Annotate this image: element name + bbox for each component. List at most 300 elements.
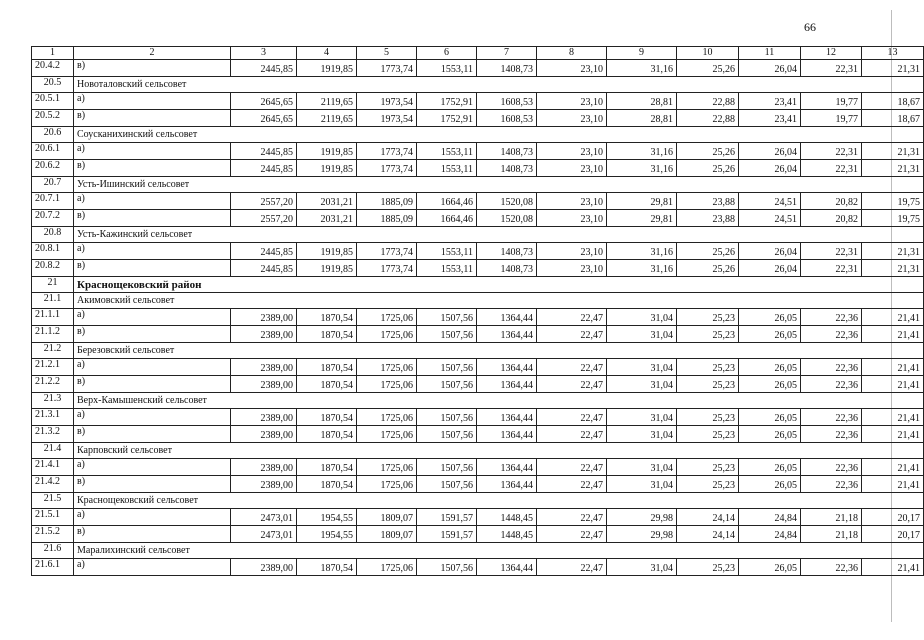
row-code: 21.5.1: [32, 509, 74, 526]
row-label: а): [74, 143, 231, 160]
row-label: в): [74, 210, 231, 227]
value-cell: 1507,56: [417, 359, 477, 376]
value-cell: 2389,00: [231, 559, 297, 576]
value-cell: 23,88: [677, 210, 739, 227]
value-cell: 2119,65: [297, 110, 357, 127]
value-cell: 29,81: [607, 193, 677, 210]
table-body: [32, 47, 924, 576]
section-code: 21: [32, 277, 74, 293]
section-row: [32, 443, 924, 459]
value-cell: 2445,85: [231, 260, 297, 277]
value-cell: 1870,54: [297, 326, 357, 343]
value-cell: 28,81: [607, 93, 677, 110]
value-cell: 21,41: [862, 409, 924, 426]
value-cell: 1364,44: [477, 559, 537, 576]
section-name: Маралихинский сельсовет: [74, 543, 924, 559]
value-cell: 31,16: [607, 260, 677, 277]
row-label: в): [74, 60, 231, 77]
value-cell: 22,36: [801, 309, 862, 326]
value-cell: 31,04: [607, 309, 677, 326]
row-code: 21.2.1: [32, 359, 74, 376]
value-cell: 2389,00: [231, 309, 297, 326]
value-cell: 19,75: [862, 193, 924, 210]
row-code: 20.4.2: [32, 60, 74, 77]
row-label: а): [74, 559, 231, 576]
row-label: а): [74, 359, 231, 376]
value-cell: 31,04: [607, 459, 677, 476]
header-cell: 1: [32, 47, 74, 60]
value-cell: 1870,54: [297, 559, 357, 576]
table-row: [32, 110, 924, 127]
value-cell: 1809,07: [357, 526, 417, 543]
value-cell: 26,04: [739, 60, 801, 77]
value-cell: 20,17: [862, 526, 924, 543]
value-cell: 22,36: [801, 326, 862, 343]
value-cell: 1973,54: [357, 110, 417, 127]
value-cell: 23,10: [537, 210, 607, 227]
value-cell: 1752,91: [417, 93, 477, 110]
header-cell: 12: [801, 47, 862, 60]
value-cell: 1553,11: [417, 60, 477, 77]
value-cell: 23,41: [739, 93, 801, 110]
section-code: 21.5: [32, 493, 74, 509]
value-cell: 1507,56: [417, 326, 477, 343]
value-cell: 25,26: [677, 160, 739, 177]
value-cell: 18,67: [862, 110, 924, 127]
value-cell: 1809,07: [357, 509, 417, 526]
district-row: [32, 277, 924, 293]
value-cell: 26,05: [739, 559, 801, 576]
value-cell: 22,36: [801, 376, 862, 393]
value-cell: 1885,09: [357, 210, 417, 227]
table-row: [32, 509, 924, 526]
value-cell: 22,36: [801, 459, 862, 476]
value-cell: 21,31: [862, 243, 924, 260]
section-code: 20.5: [32, 77, 74, 93]
value-cell: 24,14: [677, 526, 739, 543]
header-cell: 11: [739, 47, 801, 60]
value-cell: 1408,73: [477, 260, 537, 277]
value-cell: 24,84: [739, 526, 801, 543]
value-cell: 21,41: [862, 376, 924, 393]
value-cell: 25,26: [677, 243, 739, 260]
value-cell: 25,23: [677, 309, 739, 326]
table-row: [32, 210, 924, 227]
section-code: 20.8: [32, 227, 74, 243]
value-cell: 1364,44: [477, 476, 537, 493]
value-cell: 22,47: [537, 476, 607, 493]
table-row: [32, 93, 924, 110]
value-cell: 1408,73: [477, 243, 537, 260]
value-cell: 22,31: [801, 160, 862, 177]
value-cell: 25,23: [677, 326, 739, 343]
value-cell: 22,47: [537, 309, 607, 326]
section-row: [32, 343, 924, 359]
row-code: 21.6.1: [32, 559, 74, 576]
section-row: [32, 227, 924, 243]
value-cell: 21,41: [862, 476, 924, 493]
value-cell: 1553,11: [417, 243, 477, 260]
value-cell: 25,23: [677, 476, 739, 493]
value-cell: 1608,53: [477, 110, 537, 127]
row-code: 21.5.2: [32, 526, 74, 543]
value-cell: 21,18: [801, 509, 862, 526]
value-cell: 1364,44: [477, 309, 537, 326]
value-cell: 19,75: [862, 210, 924, 227]
value-cell: 23,10: [537, 93, 607, 110]
value-cell: 2119,65: [297, 93, 357, 110]
value-cell: 23,10: [537, 160, 607, 177]
section-name: Карповский сельсовет: [74, 443, 924, 459]
value-cell: 26,05: [739, 476, 801, 493]
value-cell: 18,67: [862, 93, 924, 110]
value-cell: 1773,74: [357, 60, 417, 77]
value-cell: 21,41: [862, 426, 924, 443]
value-cell: 1919,85: [297, 243, 357, 260]
table-row: [32, 376, 924, 393]
row-code: 21.2.2: [32, 376, 74, 393]
value-cell: 1591,57: [417, 526, 477, 543]
value-cell: 19,77: [801, 93, 862, 110]
district-name: Краснощековский район: [74, 277, 924, 293]
value-cell: 24,51: [739, 210, 801, 227]
row-code: 20.5.1: [32, 93, 74, 110]
value-cell: 2445,85: [231, 60, 297, 77]
value-cell: 1408,73: [477, 143, 537, 160]
value-cell: 2473,01: [231, 526, 297, 543]
value-cell: 22,47: [537, 526, 607, 543]
value-cell: 22,36: [801, 426, 862, 443]
value-cell: 21,18: [801, 526, 862, 543]
section-row: [32, 77, 924, 93]
value-cell: 23,10: [537, 143, 607, 160]
value-cell: 1725,06: [357, 459, 417, 476]
value-cell: 25,26: [677, 260, 739, 277]
value-cell: 1507,56: [417, 459, 477, 476]
value-cell: 1919,85: [297, 160, 357, 177]
table-row: [32, 476, 924, 493]
value-cell: 22,47: [537, 376, 607, 393]
value-cell: 23,10: [537, 60, 607, 77]
value-cell: 1364,44: [477, 326, 537, 343]
table-header-row: [32, 47, 924, 60]
value-cell: 1752,91: [417, 110, 477, 127]
value-cell: 23,88: [677, 193, 739, 210]
value-cell: 2389,00: [231, 409, 297, 426]
value-cell: 21,41: [862, 326, 924, 343]
value-cell: 25,23: [677, 559, 739, 576]
value-cell: 22,47: [537, 509, 607, 526]
value-cell: 1448,45: [477, 509, 537, 526]
table-row: [32, 326, 924, 343]
value-cell: 21,31: [862, 160, 924, 177]
row-label: в): [74, 526, 231, 543]
table-row: [32, 193, 924, 210]
header-cell: 5: [357, 47, 417, 60]
section-name: Акимовский сельсовет: [74, 293, 924, 309]
header-cell: 13: [862, 47, 924, 60]
value-cell: 2645,65: [231, 93, 297, 110]
value-cell: 1773,74: [357, 143, 417, 160]
value-cell: 21,41: [862, 309, 924, 326]
value-cell: 1408,73: [477, 60, 537, 77]
value-cell: 2445,85: [231, 160, 297, 177]
value-cell: 22,47: [537, 459, 607, 476]
value-cell: 2389,00: [231, 459, 297, 476]
row-label: в): [74, 376, 231, 393]
header-cell: 10: [677, 47, 739, 60]
value-cell: 2389,00: [231, 359, 297, 376]
value-cell: 1553,11: [417, 143, 477, 160]
table-row: [32, 260, 924, 277]
value-cell: 1507,56: [417, 409, 477, 426]
row-label: а): [74, 193, 231, 210]
value-cell: 28,81: [607, 110, 677, 127]
section-name: Соусканихинский сельсовет: [74, 127, 924, 143]
section-code: 21.3: [32, 393, 74, 409]
value-cell: 1608,53: [477, 93, 537, 110]
value-cell: 1725,06: [357, 476, 417, 493]
section-name: Усть-Кажинский сельсовет: [74, 227, 924, 243]
value-cell: 21,41: [862, 459, 924, 476]
value-cell: 24,84: [739, 509, 801, 526]
value-cell: 26,05: [739, 376, 801, 393]
table-row: [32, 243, 924, 260]
value-cell: 1725,06: [357, 309, 417, 326]
value-cell: 29,81: [607, 210, 677, 227]
value-cell: 25,23: [677, 376, 739, 393]
value-cell: 1973,54: [357, 93, 417, 110]
value-cell: 22,36: [801, 476, 862, 493]
value-cell: 1507,56: [417, 309, 477, 326]
section-code: 21.6: [32, 543, 74, 559]
value-cell: 1954,55: [297, 526, 357, 543]
tariff-table: [31, 46, 924, 576]
value-cell: 2389,00: [231, 376, 297, 393]
table-row: [32, 409, 924, 426]
section-row: [32, 293, 924, 309]
value-cell: 22,88: [677, 110, 739, 127]
table-row: [32, 526, 924, 543]
value-cell: 1364,44: [477, 409, 537, 426]
value-cell: 2557,20: [231, 210, 297, 227]
value-cell: 1364,44: [477, 426, 537, 443]
value-cell: 2445,85: [231, 143, 297, 160]
value-cell: 26,05: [739, 426, 801, 443]
row-code: 21.4.2: [32, 476, 74, 493]
value-cell: 2031,21: [297, 210, 357, 227]
value-cell: 2473,01: [231, 509, 297, 526]
value-cell: 1870,54: [297, 426, 357, 443]
section-name: Березовский сельсовет: [74, 343, 924, 359]
value-cell: 1507,56: [417, 426, 477, 443]
value-cell: 26,05: [739, 359, 801, 376]
row-code: 20.5.2: [32, 110, 74, 127]
value-cell: 25,26: [677, 60, 739, 77]
row-code: 21.1.1: [32, 309, 74, 326]
value-cell: 31,16: [607, 160, 677, 177]
value-cell: 1885,09: [357, 193, 417, 210]
row-label: а): [74, 93, 231, 110]
value-cell: 1919,85: [297, 60, 357, 77]
value-cell: 26,05: [739, 459, 801, 476]
section-name: Усть-Ишинский сельсовет: [74, 177, 924, 193]
section-code: 20.6: [32, 127, 74, 143]
value-cell: 1408,73: [477, 160, 537, 177]
value-cell: 22,47: [537, 409, 607, 426]
row-code: 20.8.1: [32, 243, 74, 260]
value-cell: 1870,54: [297, 309, 357, 326]
section-row: [32, 177, 924, 193]
value-cell: 1507,56: [417, 559, 477, 576]
value-cell: 26,05: [739, 309, 801, 326]
value-cell: 22,31: [801, 260, 862, 277]
row-label: в): [74, 476, 231, 493]
value-cell: 25,23: [677, 409, 739, 426]
value-cell: 22,36: [801, 409, 862, 426]
value-cell: 29,98: [607, 509, 677, 526]
section-code: 21.1: [32, 293, 74, 309]
value-cell: 20,82: [801, 193, 862, 210]
row-code: 20.6.1: [32, 143, 74, 160]
value-cell: 1919,85: [297, 260, 357, 277]
header-cell: 4: [297, 47, 357, 60]
row-label: в): [74, 260, 231, 277]
value-cell: 1448,45: [477, 526, 537, 543]
header-cell: 2: [74, 47, 231, 60]
value-cell: 23,41: [739, 110, 801, 127]
row-code: 20.7.1: [32, 193, 74, 210]
table-row: [32, 160, 924, 177]
value-cell: 1954,55: [297, 509, 357, 526]
value-cell: 1364,44: [477, 376, 537, 393]
value-cell: 22,47: [537, 426, 607, 443]
value-cell: 24,14: [677, 509, 739, 526]
value-cell: 1664,46: [417, 193, 477, 210]
table-row: [32, 426, 924, 443]
value-cell: 22,31: [801, 143, 862, 160]
row-code: 21.1.2: [32, 326, 74, 343]
value-cell: 2389,00: [231, 476, 297, 493]
value-cell: 1520,08: [477, 210, 537, 227]
section-row: [32, 493, 924, 509]
value-cell: 19,77: [801, 110, 862, 127]
value-cell: 21,41: [862, 559, 924, 576]
value-cell: 23,10: [537, 243, 607, 260]
value-cell: 22,36: [801, 359, 862, 376]
row-code: 20.7.2: [32, 210, 74, 227]
section-row: [32, 127, 924, 143]
table-row: [32, 309, 924, 326]
value-cell: 25,26: [677, 143, 739, 160]
section-row: [32, 543, 924, 559]
value-cell: 2389,00: [231, 326, 297, 343]
value-cell: 2557,20: [231, 193, 297, 210]
value-cell: 1773,74: [357, 243, 417, 260]
value-cell: 1725,06: [357, 326, 417, 343]
section-code: 21.2: [32, 343, 74, 359]
section-name: Верх-Камышенский сельсовет: [74, 393, 924, 409]
value-cell: 31,04: [607, 326, 677, 343]
value-cell: 1725,06: [357, 376, 417, 393]
value-cell: 21,41: [862, 359, 924, 376]
row-label: в): [74, 110, 231, 127]
header-cell: 3: [231, 47, 297, 60]
value-cell: 1773,74: [357, 160, 417, 177]
table-row: [32, 60, 924, 77]
value-cell: 26,05: [739, 409, 801, 426]
value-cell: 1870,54: [297, 376, 357, 393]
value-cell: 22,47: [537, 559, 607, 576]
value-cell: 1725,06: [357, 359, 417, 376]
value-cell: 22,31: [801, 60, 862, 77]
value-cell: 25,23: [677, 459, 739, 476]
row-code: 21.3.2: [32, 426, 74, 443]
value-cell: 1725,06: [357, 559, 417, 576]
row-label: а): [74, 243, 231, 260]
value-cell: 1364,44: [477, 359, 537, 376]
value-cell: 22,36: [801, 559, 862, 576]
value-cell: 31,16: [607, 143, 677, 160]
value-cell: 20,82: [801, 210, 862, 227]
value-cell: 1553,11: [417, 260, 477, 277]
value-cell: 26,04: [739, 160, 801, 177]
value-cell: 1870,54: [297, 409, 357, 426]
value-cell: 2645,65: [231, 110, 297, 127]
value-cell: 1773,74: [357, 260, 417, 277]
value-cell: 1870,54: [297, 459, 357, 476]
value-cell: 1725,06: [357, 426, 417, 443]
value-cell: 31,04: [607, 409, 677, 426]
value-cell: 1870,54: [297, 476, 357, 493]
value-cell: 1520,08: [477, 193, 537, 210]
table-row: [32, 359, 924, 376]
row-label: а): [74, 459, 231, 476]
value-cell: 26,04: [739, 260, 801, 277]
row-code: 21.4.1: [32, 459, 74, 476]
value-cell: 23,10: [537, 110, 607, 127]
value-cell: 1725,06: [357, 409, 417, 426]
value-cell: 22,47: [537, 359, 607, 376]
table-row: [32, 559, 924, 576]
value-cell: 23,10: [537, 260, 607, 277]
row-label: а): [74, 409, 231, 426]
row-label: а): [74, 309, 231, 326]
row-label: в): [74, 326, 231, 343]
value-cell: 2031,21: [297, 193, 357, 210]
value-cell: 29,98: [607, 526, 677, 543]
row-label: в): [74, 160, 231, 177]
row-code: 20.8.2: [32, 260, 74, 277]
header-cell: 6: [417, 47, 477, 60]
section-name: Новоталовский сельсовет: [74, 77, 924, 93]
value-cell: 25,23: [677, 426, 739, 443]
row-label: а): [74, 509, 231, 526]
section-code: 21.4: [32, 443, 74, 459]
header-cell: 9: [607, 47, 677, 60]
value-cell: 1591,57: [417, 509, 477, 526]
row-code: 20.6.2: [32, 160, 74, 177]
row-label: в): [74, 426, 231, 443]
value-cell: 1553,11: [417, 160, 477, 177]
value-cell: 1664,46: [417, 210, 477, 227]
value-cell: 22,47: [537, 326, 607, 343]
row-code: 21.3.1: [32, 409, 74, 426]
value-cell: 22,88: [677, 93, 739, 110]
value-cell: 31,16: [607, 243, 677, 260]
value-cell: 31,04: [607, 426, 677, 443]
value-cell: 24,51: [739, 193, 801, 210]
